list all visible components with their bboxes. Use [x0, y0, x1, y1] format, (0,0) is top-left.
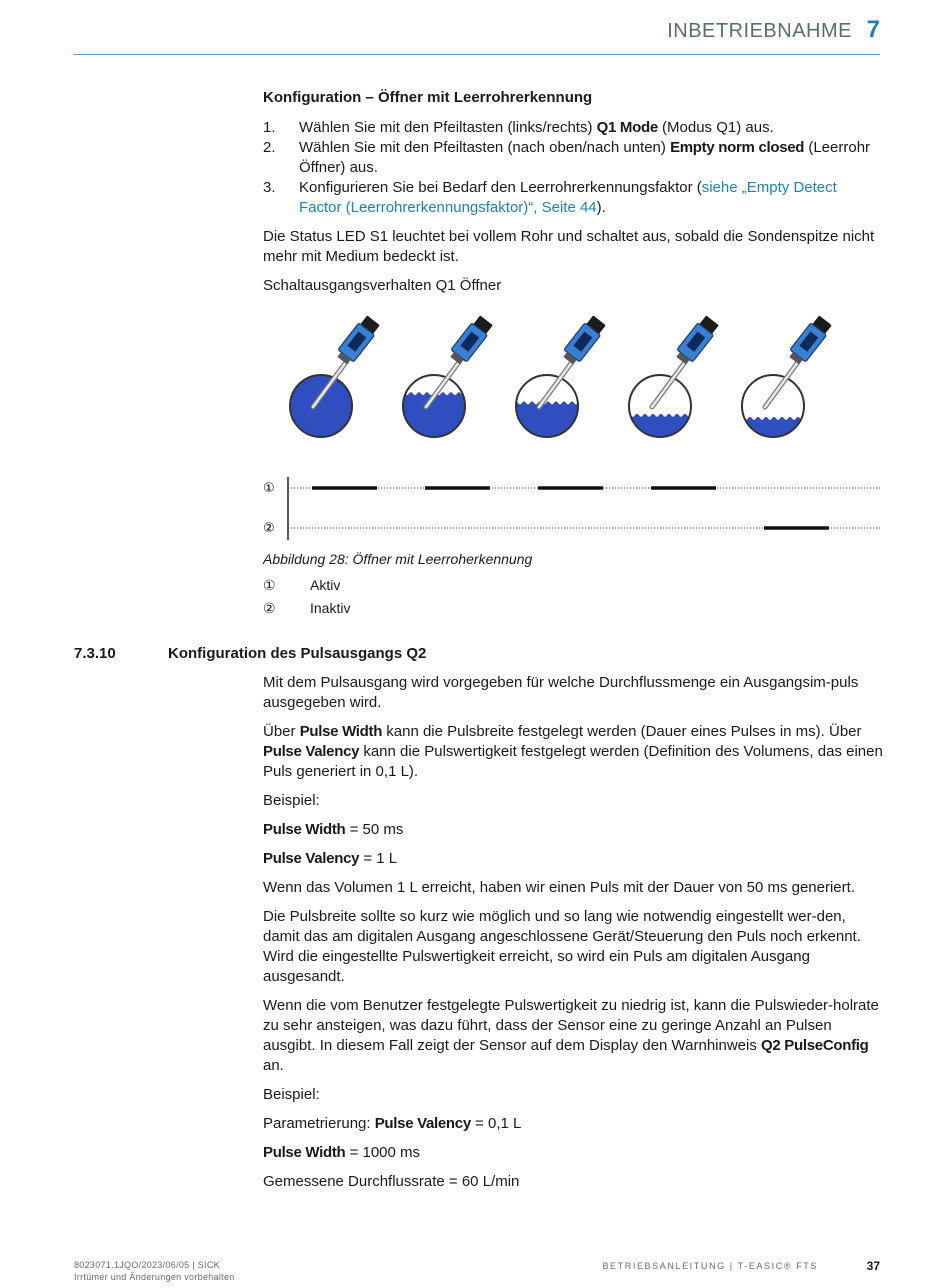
example-label: Beispiel:: [263, 1086, 320, 1103]
sensor-head: [673, 314, 720, 367]
paragraph: [263, 722, 883, 782]
section-number: 7.3.10: [74, 645, 116, 662]
medium-fill: [401, 392, 473, 439]
sensor-head: [334, 314, 381, 367]
section-title: Konfiguration des Pulsausgangs Q2: [168, 645, 427, 662]
example-line: [263, 1114, 883, 1134]
page-header: [74, 18, 880, 55]
legend-item: [263, 600, 350, 617]
legend-marker: ②: [263, 601, 276, 617]
legend-label: Inaktiv: [310, 600, 351, 616]
step-number: 1.: [263, 119, 276, 136]
step-text: Wählen Sie mit den Pfeiltasten (nach oben/nach unten): [299, 139, 671, 156]
step-text: ).: [596, 199, 606, 216]
example-line: [263, 849, 883, 869]
example-line: Gemessene Durchflussrate = 60 L/min: [263, 1173, 520, 1190]
figure-caption: Abbildung 28: Öffner mit Leerroherkennung: [263, 551, 533, 567]
step-text: Konfigurieren Sie bei Bedarf den Leerrohrerkennungsfaktor (: [299, 179, 702, 196]
warning-name: Q2 PulseConfig: [761, 1037, 869, 1054]
step-item: [263, 138, 883, 178]
step-key: Empty norm closed: [670, 139, 805, 156]
sensor-head: [786, 314, 833, 367]
step-text: Wählen Sie mit den Pfeiltasten (links/rechts): [299, 119, 597, 136]
sensor-head: [560, 314, 607, 367]
parameter-name: Pulse Valency: [263, 743, 360, 760]
cross-reference-link[interactable]: siehe „Empty Detect Factor (Leerrohrerkennungsfaktor)“, Seite 44: [299, 179, 837, 216]
parameter-value: = 0,1 L: [470, 1115, 522, 1132]
disclaimer: Irrtümer und Änderungen vorbehalten: [74, 1272, 235, 1282]
step-list: [263, 118, 883, 218]
parameter-name: Pulse Width: [299, 723, 383, 740]
parameter-name: Pulse Valency: [374, 1115, 471, 1132]
step-number: 2.: [263, 139, 276, 156]
pipe-fill-illustration: [283, 305, 863, 455]
behavior-label: Schaltausgangsverhalten Q1 Öffner: [263, 277, 502, 294]
paragraph: Wenn das Volumen 1 L erreicht, haben wir einen Puls mit der Dauer von 50 ms generiert.: [263, 879, 855, 896]
legend-label: Aktiv: [310, 577, 341, 593]
status-led-text: Die Status LED S1 leuchtet bei vollem Rohr und schaltet aus, sobald die Sondenspitze nicht mehr mit Medium bedeckt ist.: [263, 228, 875, 265]
config-block: [263, 88, 883, 296]
legend-marker: ①: [263, 578, 276, 594]
pipe-state: [288, 314, 381, 439]
paragraph: Die Pulsbreite sollte so kurz wie möglich und so lang wie notwendig eingestellt wer-den, damit das am digitalen Ausgang angeschlossene Gerät/Steuerung den Puls noch erkennt. Wird die eingestellte Pulswertigkeit erreicht, so wird ein Puls am digitalen Ausgang ausgesandt.: [263, 908, 861, 985]
manual-title: BETRIEBSANLEITUNG | T-EASIC® FTS: [602, 1261, 818, 1271]
step-key: Q1 Mode: [596, 119, 658, 136]
step-text: (Leerrohr Öffner) aus.: [299, 139, 871, 176]
step-item: [263, 178, 883, 218]
parameter-value: = 1 L: [359, 850, 398, 867]
config-heading: Konfiguration – Öffner mit Leerrohrerkennung: [263, 89, 593, 106]
sensor-head: [447, 314, 494, 367]
doc-id: 8023071.1JQO/2023/06/05 | SICK: [74, 1260, 220, 1270]
step-item: [263, 118, 883, 138]
parameter-name: Pulse Valency: [263, 850, 360, 867]
text: an.: [263, 1057, 284, 1074]
example-line: [263, 1143, 883, 1163]
text: Wenn die vom Benutzer festgelegte Pulswertigkeit zu niedrig ist, kann die Pulswieder-holrate zu sehr ansteigen, was dazu führt, dass der Sensor eine zu geringe Anzahl an Pulsen ausgibt. In diesem Fall zeigt der Sensor auf dem Display den Warnhinweis: [263, 997, 879, 1054]
step-number: 3.: [263, 179, 276, 196]
text: kann die Pulsbreite festgelegt werden (Dauer eines Pulses in ms). Über: [382, 723, 862, 740]
example-label: Beispiel:: [263, 792, 320, 809]
chapter-title: INBETRIEBNAHME: [667, 20, 852, 42]
pipe-state: [740, 314, 833, 439]
trace-marker-inactive: ②: [263, 521, 275, 536]
step-text: (Modus Q1) aus.: [657, 119, 774, 136]
text: Über: [263, 723, 300, 740]
medium-fill: [288, 373, 354, 439]
paragraph: [263, 996, 883, 1076]
parameter-name: Pulse Width: [263, 1144, 346, 1161]
parameter-value: = 50 ms: [345, 821, 404, 838]
parameter-value: = 1000 ms: [345, 1144, 421, 1161]
legend-item: [263, 577, 340, 594]
pipe-state: [514, 314, 607, 439]
example-line: [263, 820, 883, 840]
text: kann die Pulswertigkeit festgelegt werden (Definition des Volumens, das einen Puls generiert in 0,1 L).: [263, 743, 883, 780]
pipe-state: [627, 314, 720, 439]
chapter-number: 7: [866, 16, 880, 43]
trace-marker-active: ①: [263, 481, 275, 496]
paragraph: Mit dem Pulsausgang wird vorgegeben für welche Durchflussmenge ein Ausgangsim-puls ausgegeben wird.: [263, 674, 859, 711]
page-number: 37: [866, 1259, 880, 1273]
section-body: [263, 673, 883, 1192]
parameter-name: Pulse Width: [263, 821, 346, 838]
pipe-state: [401, 314, 494, 439]
text: Parametrierung:: [263, 1115, 375, 1132]
switching-output-diagram: [258, 474, 898, 544]
footer-doc-info: [74, 1259, 235, 1283]
